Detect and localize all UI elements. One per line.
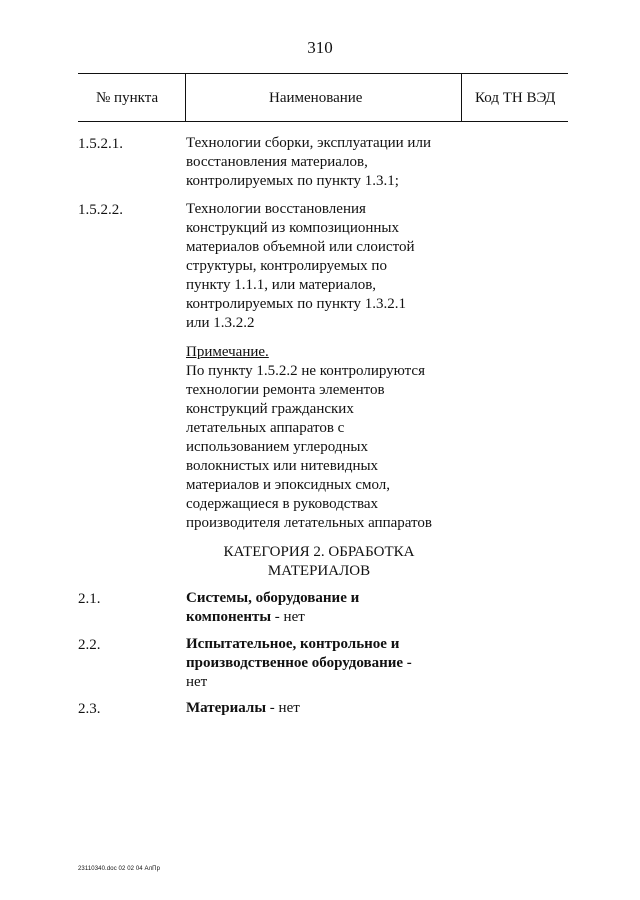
item-text [186, 699, 476, 718]
item-text-line: Технологии восстановления [186, 201, 366, 217]
note-line: конструкций гражданских [186, 401, 354, 417]
item-number: 2.2. [78, 637, 101, 653]
item-bold-text: Испытательное, контрольное и [186, 636, 400, 652]
category-heading-line: КАТЕГОРИЯ 2. ОБРАБОТКА [223, 544, 415, 560]
item-text-line: восстановления материалов, [186, 154, 368, 170]
item-text-line: или 1.3.2.2 [186, 315, 255, 331]
header-top-rule [78, 73, 568, 74]
note [186, 343, 476, 533]
item-text-line [186, 635, 476, 654]
note-line: использованием углеродных [186, 439, 369, 455]
item-bold-text: Материалы [186, 700, 267, 716]
item-bold-text: компоненты [186, 609, 272, 625]
note-line: По пункту 1.5.2.2 не контролируются [186, 363, 425, 379]
header-divider-left [185, 73, 186, 122]
note-line: летательных аппаратов с [186, 420, 345, 436]
header-bottom-rule [78, 121, 568, 122]
item-text-line [186, 589, 476, 608]
note-line: производителя летательных аппаратов [186, 515, 432, 531]
note-line: волокнистых или нитевидных [186, 458, 379, 474]
item-suffix: - нет [266, 700, 300, 716]
item-bold-text: производственное оборудование - [186, 655, 412, 671]
item-number: 1.5.2.1. [78, 136, 123, 152]
note-line: материалов и эпоксидных смол, [186, 477, 391, 493]
item-number: 2.3. [78, 701, 101, 717]
header-col-code: Код ТН ВЭД [475, 90, 556, 106]
item-text-line: материалов объемной или слоистой [186, 239, 415, 255]
category-heading [186, 543, 452, 581]
item-text [186, 635, 476, 692]
item-text [186, 589, 476, 627]
note-line: технологии ремонта элементов [186, 382, 385, 398]
header-divider-right [461, 73, 462, 122]
item-suffix: - нет [271, 609, 305, 625]
item-bold-text: Системы, оборудование и [186, 590, 360, 606]
item-text-line: нет [186, 674, 208, 690]
item-text-line: Технологии сборки, эксплуатации или [186, 135, 431, 151]
item-text-line: структуры, контролируемых по [186, 258, 387, 274]
item-text [186, 134, 476, 191]
header-col-number: № пункта [96, 90, 159, 106]
page-number: 310 [307, 38, 333, 57]
item-text-line [186, 608, 476, 627]
item-text [186, 200, 476, 333]
item-text-line: конструкций из композиционных [186, 220, 399, 236]
item-text-line: пункту 1.1.1, или материалов, [186, 277, 377, 293]
note-line: содержащиеся в руководствах [186, 496, 379, 512]
footer-file-reference: 23110340.doc 02 02 04 АлПр [78, 866, 161, 872]
note-heading: Примечание. [186, 344, 269, 360]
item-text-line [186, 654, 476, 673]
item-text-line: контролируемых по пункту 1.3.2.1 [186, 296, 406, 312]
header-col-name: Наименование [269, 90, 363, 106]
item-number: 2.1. [78, 591, 101, 607]
item-number: 1.5.2.2. [78, 202, 123, 218]
item-text-line: контролируемых по пункту 1.3.1; [186, 173, 399, 189]
category-heading-line: МАТЕРИАЛОВ [267, 563, 371, 579]
item-text-line [186, 699, 476, 718]
